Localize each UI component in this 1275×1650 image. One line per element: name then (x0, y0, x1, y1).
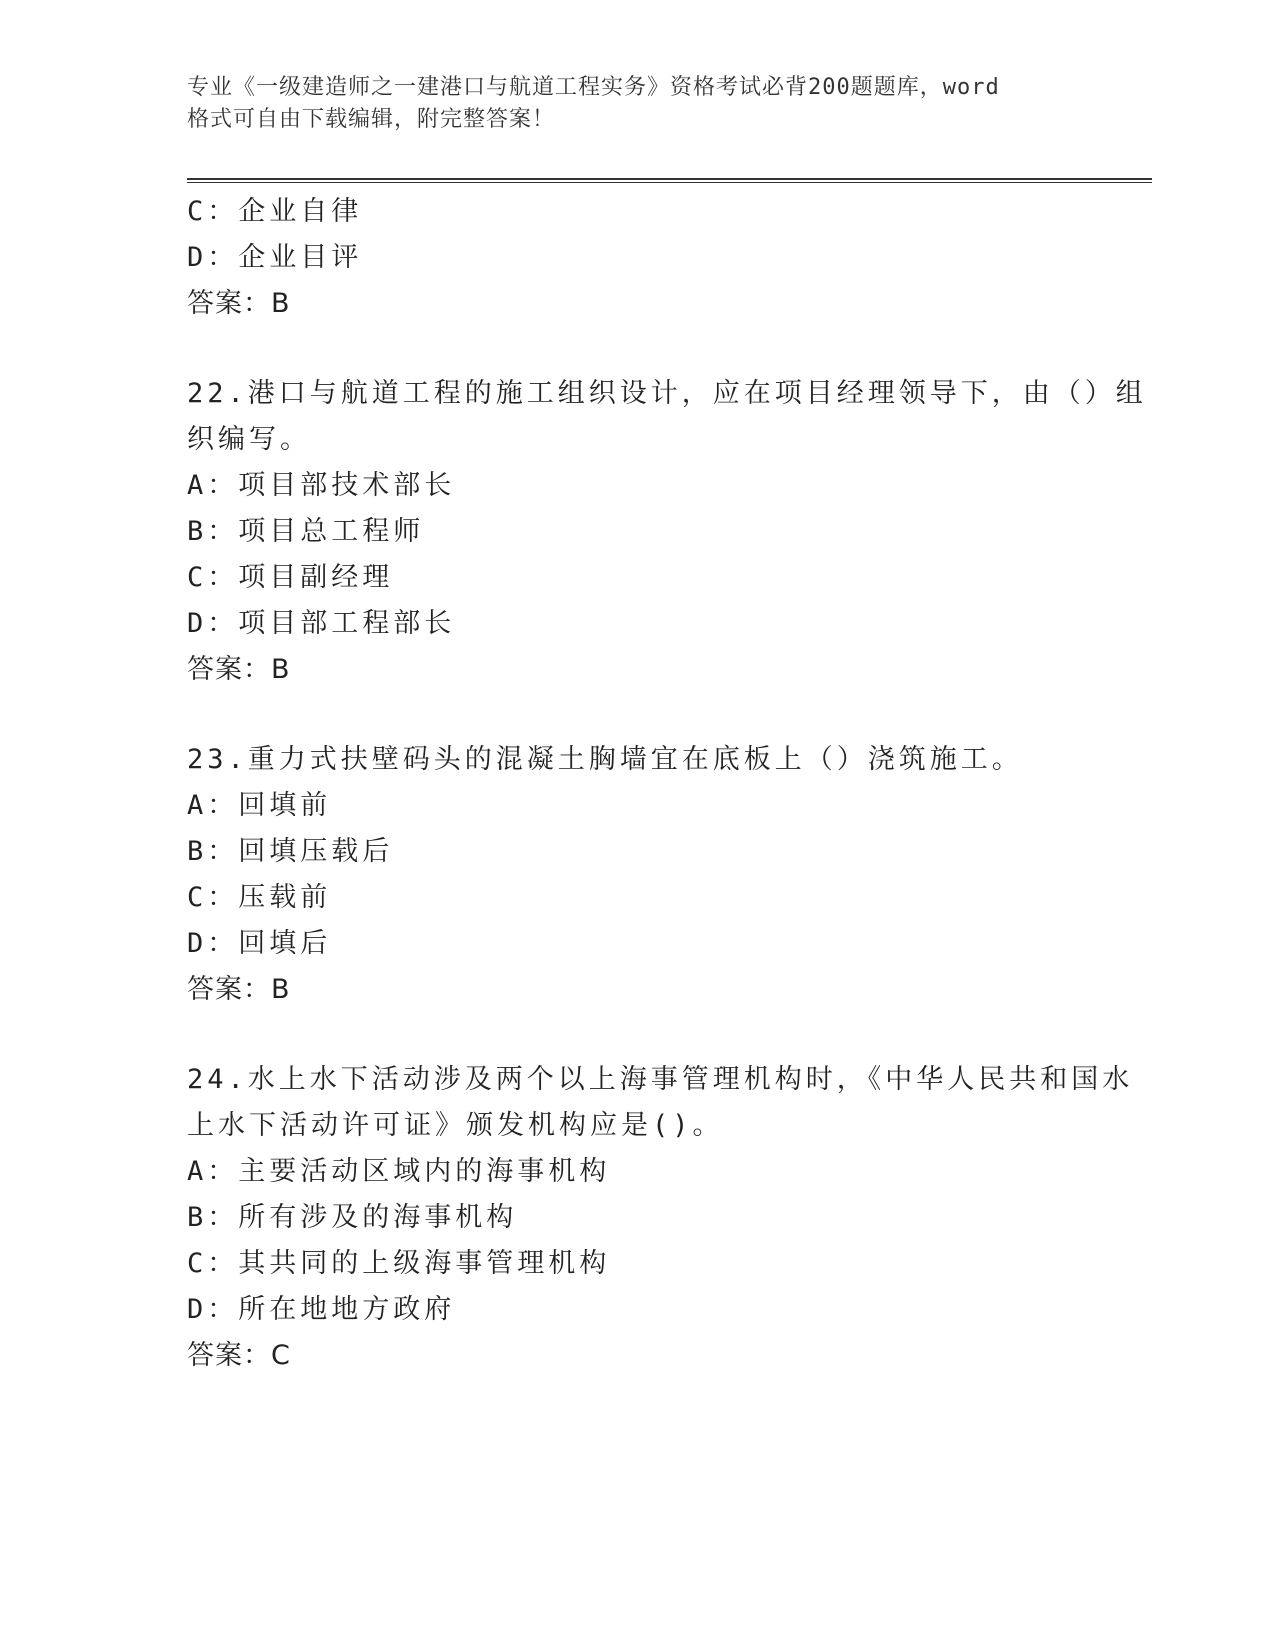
header-divider (187, 178, 1152, 183)
option-b: B：回填压载后 (187, 836, 394, 867)
answer: 答案：B (187, 654, 291, 685)
question-stem: 22.港口与航道工程的施工组织设计，应在项目经理领导下，由（）组 (187, 378, 1147, 409)
option-a: A：回填前 (187, 790, 332, 821)
option-c: C：压载前 (187, 882, 332, 913)
option-d: D：回填后 (187, 928, 332, 959)
header-title-line-1: 专业《一级建造师之一建港口与航道工程实务》资格考试必背200题题库，word (187, 75, 1000, 100)
option-c: C：其共同的上级海事管理机构 (187, 1248, 611, 1279)
question-list (187, 189, 1147, 1379)
option-a: A：主要活动区域内的海事机构 (187, 1156, 611, 1187)
option-c: C：项目副经理 (187, 562, 394, 593)
question-stem-continued: 织编写。 (187, 424, 311, 455)
answer: 答案：B (187, 974, 291, 1005)
option-d: D：所在地地方政府 (187, 1294, 456, 1325)
answer: 答案：B (187, 288, 291, 319)
option-a: A：项目部技术部长 (187, 470, 456, 501)
question-22 (187, 371, 1147, 693)
header-title-line-2: 格式可自由下载编辑，附完整答案！ (187, 107, 556, 132)
answer: 答案：C (187, 1340, 291, 1371)
question-24 (187, 1057, 1134, 1379)
question-stem: 23.重力式扶壁码头的混凝土胸墙宜在底板上（）浇筑施工。 (187, 744, 1023, 775)
option-c: C：企业自律 (187, 196, 363, 227)
question-stem-continued: 上水下活动许可证》颁发机构应是()。 (187, 1110, 724, 1141)
option-d: D：项目部工程部长 (187, 608, 456, 639)
prev-question-tail (187, 189, 1087, 327)
option-d: D：企业目评 (187, 242, 363, 273)
option-b: B：项目总工程师 (187, 516, 425, 547)
option-b: B：所有涉及的海事机构 (187, 1202, 518, 1233)
question-23 (187, 737, 1087, 1013)
question-stem: 24.水上水下活动涉及两个以上海事管理机构时，《中华人民共和国水 (187, 1064, 1134, 1095)
page-header (187, 72, 1067, 136)
